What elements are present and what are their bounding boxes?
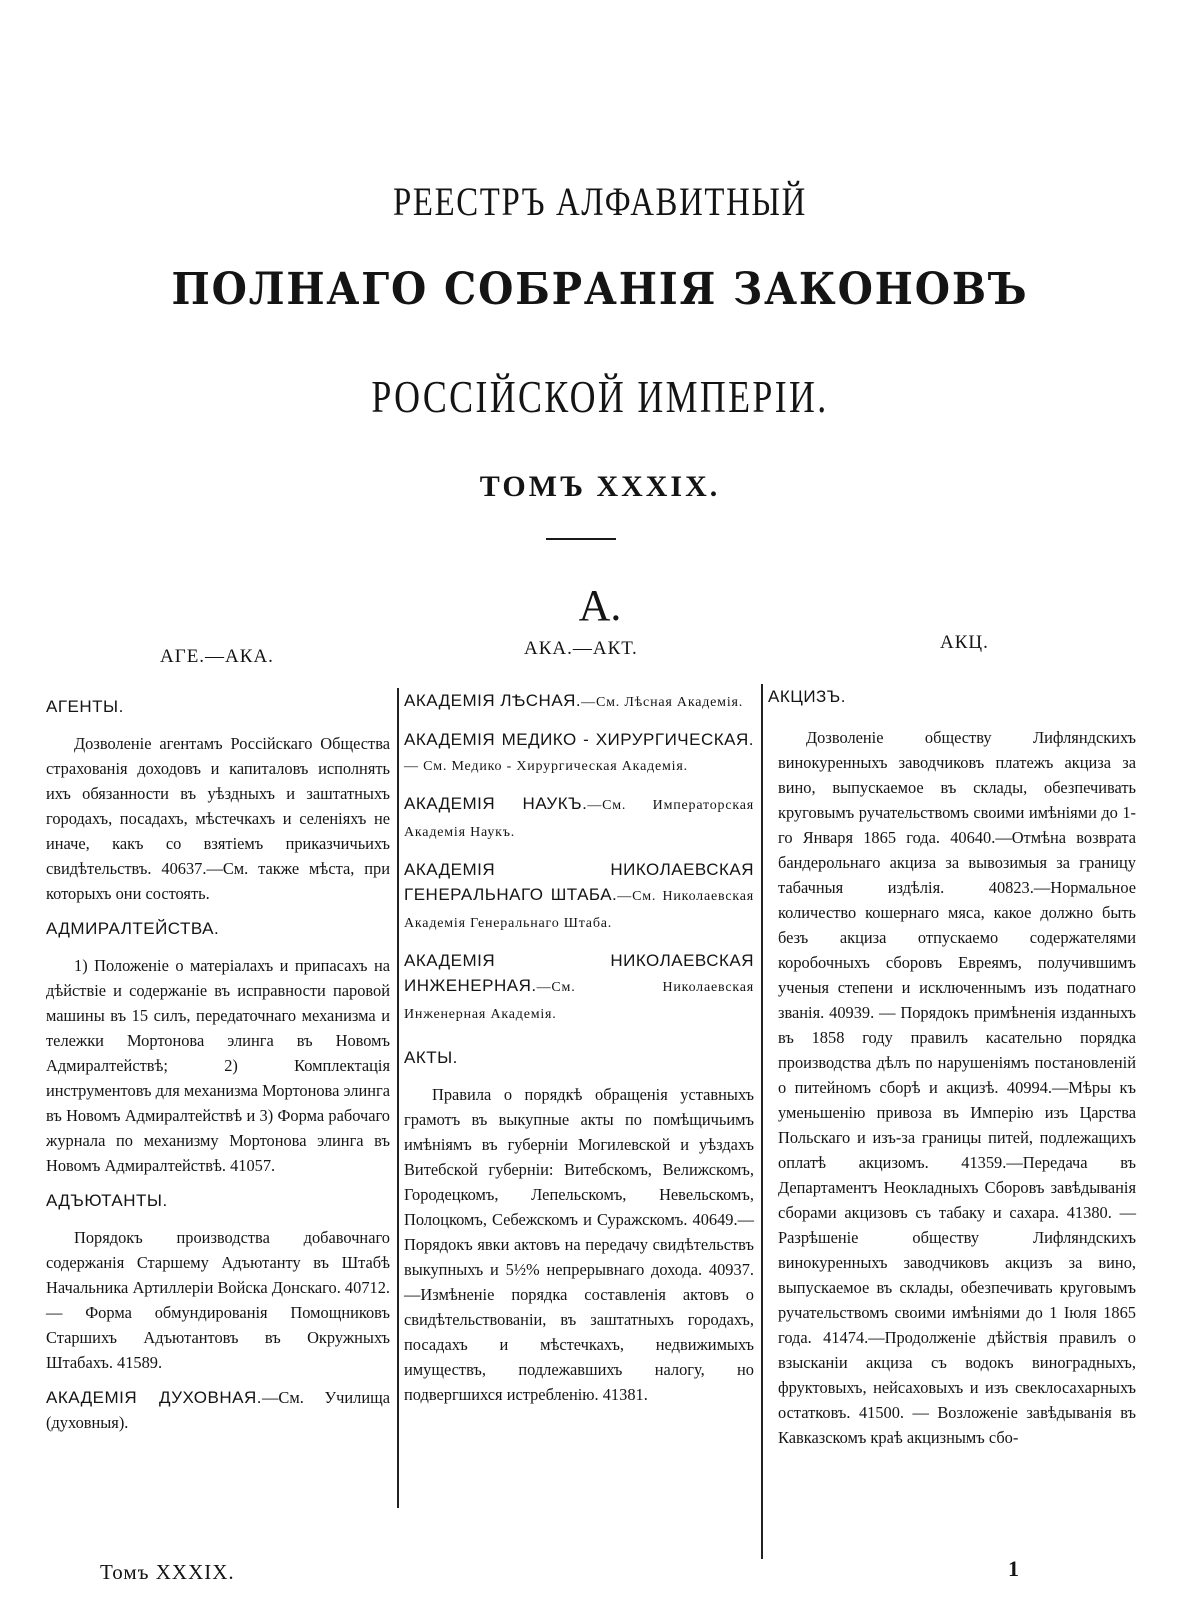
entry-text: Порядокъ производства добавочнаго содержанія Старшему Адъютанту въ Штабѣ Начальника Артиллеріи Войска Донскаго. 40712. — Форма обмундированія Помощниковъ Старшихъ Адъютантовъ въ Окружныхъ Штабахъ. 41589.: [46, 1228, 390, 1372]
column-divider-2: [761, 684, 763, 1559]
column-divider-1: [397, 688, 399, 1508]
entry-text: —См. Императорская Академія Наукъ.: [404, 798, 754, 840]
column-3: [768, 684, 1136, 1450]
title-line-3: РОССІЙСКОЙ ИМПЕРІИ.: [371, 371, 829, 422]
entry-heading: АДМИРАЛТЕЙСТВА.: [46, 919, 220, 938]
volume-signature: Томъ XXXIX.: [100, 1560, 235, 1584]
entry-heading: АКАДЕМІЯ МЕДИКО - ХИРУРГИЧЕСКАЯ.: [404, 730, 754, 749]
entry-text: —См. Лѣсная Академія.: [581, 695, 744, 710]
entry-text: 1) Положеніе о матеріалахъ и припасахъ на дѣйствіе и содержаніе въ исправности паровой машины въ 15 силъ, передаточнаго механизма и тележки Мортонова элинга въ Новомъ Адмиралтействѣ; 2) Комплектація инструментовъ для механизма Мортонова элинга въ Новомъ Адмиралтействѣ и 3) Форма рабочаго журнала по механизму Мортонова элинга въ Новомъ Адмиралтействѣ. 41057.: [46, 956, 390, 1175]
volume-title: ТОМЪ XXXIX.: [479, 470, 721, 503]
column-header-2: АКА.—АКТ.: [524, 638, 638, 659]
column-header-1: АГЕ.—АКА.: [160, 646, 274, 667]
entry-heading: АКАДЕМІЯ ЛѢСНАЯ.: [404, 691, 582, 710]
entry-heading: АДЪЮТАНТЫ.: [46, 1191, 168, 1210]
entry-heading: АКАДЕМІЯ ДУХОВНАЯ.: [46, 1388, 262, 1407]
entry-crossref: [404, 948, 754, 1027]
entry-text: —См. Училища (духовныя).: [46, 1388, 391, 1432]
section-letter: А.: [578, 581, 622, 630]
column-header-3: АКЦ.: [940, 632, 989, 653]
entry-text: Правила о порядкѣ обращенія уставныхъ грамотъ въ выкупные акты по помѣщичьимъ имѣніямъ въ губерніи Могилевской и уѣздахъ Витебской губерніи: Витебскомъ, Велижскомъ, Городецкомъ, Лепельскомъ, Невельскомъ, Полоцкомъ, Себежскомъ и Суражскомъ. 40649.—Порядокъ явки актовъ на передачу свидѣтельствъ выкупныхъ и 5½% непрерывнаго дохода. 40937.—Измѣненіе порядка составленія актовъ о свидѣтельствованіи, въ заштатныхъ городахъ, посадахъ и мѣстечкахъ, недвижимыхъ имуществъ, подлежавшихъ налогу, но подвергшихся истребленію. 41381.: [404, 1085, 754, 1404]
title-line-2: ПОЛНАГО СОБРАНІЯ ЗАКОНОВЪ: [171, 264, 1029, 315]
entry-text: Дозволеніе обществу Лифляндскихъ винокуренныхъ заводчиковъ платежъ акциза за вино, выпускаемое въ склады, обезпечивать круговымъ ручательствомъ своими имѣніями до 1-го Января 1865 года. 40640.—Отмѣна возврата бандерольнаго акциза за вывозимыя за границу табачныя издѣлія. 40823.—Нормальное количество кошернаго мяса, какое должно быть безъ акциза отпускаемо содержателями коробочныхъ сборовъ Евреямъ, получившимъ ученыя степени и исключеннымъ изъ податнаго званія. 40939. — Порядокъ примѣненія изданныхъ въ 1858 году правилъ касательно порядка производства дѣлъ по нарушеніямъ постановленій о питейномъ сборѣ и акцизѣ. 40994.—Мѣры къ уменьшенію привоза въ Имперію изъ Царства Польскаго и изъ-за границы питей, подлежащихъ оплатѣ акцизомъ. 41359.—Передача въ Департаментъ Неокладныхъ Сборовъ завѣдыванія сборами акцизовъ съ табаку и сахара. 41380. — Разрѣшеніе обществу Лифляндскихъ винокуренныхъ заводчиковъ акцизъ за вино, выпускаемое въ склады, обезпечивать круговымъ ручательствомъ своими имѣніями до 1 Іюля 1865 года. 41474.—Продолженіе дѣйствія правилъ о взысканіи акциза съ водокъ виноградныхъ, фруктовыхъ, нейсаховыхъ и изъ свеклосахарныхъ остатковъ. 41500. — Возложеніе завѣдыванія въ Кавказскомъ краѣ акцизнымъ сбо-: [778, 728, 1136, 1447]
entry-heading: АКАДЕМІЯ НИКОЛАЕВСКАЯ ГЕНЕРАЛЬНАГО ШТАБА.: [404, 860, 754, 904]
column-1: [46, 694, 390, 1435]
entry-text: —См. Николаевская Академія Генеральнаго Штаба.: [404, 889, 754, 931]
entry-crossref: [46, 1385, 390, 1435]
entry-heading: АГЕНТЫ.: [46, 697, 124, 716]
entry-text: —См. Николаевская Инженерная Академія.: [404, 980, 754, 1022]
title-line-1: РЕЕСТРЪ АЛФАВИТНЫЙ: [393, 179, 807, 224]
entry-text: Дозволеніе агентамъ Россійскаго Общества страхованія доходовъ и капиталовъ исполнять ихъ обязанности въ уѣздныхъ и заштатныхъ городахъ, посадахъ, мѣстечкахъ и селеніяхъ не иначе, какъ со взятіемъ приказчичьихъ свидѣтельствъ. 40637.—См. также мѣста, при которыхъ они состоять.: [46, 734, 390, 903]
entry-crossref: [404, 857, 754, 936]
title-divider: [546, 538, 616, 540]
entry-heading: АКТЫ.: [404, 1048, 458, 1067]
entry-heading: АКЦИЗЪ.: [768, 687, 846, 706]
entry-crossref: [404, 727, 754, 779]
page-number: 1: [1008, 1556, 1019, 1581]
column-2: [404, 688, 754, 1407]
entry-crossref: [404, 688, 754, 715]
entry-heading: АКАДЕМІЯ НИКОЛАЕВСКАЯ ИНЖЕНЕРНАЯ.: [404, 951, 754, 995]
entry-text: — См. Медико - Хирургическая Академія.: [404, 759, 688, 774]
entry-heading: АКАДЕМІЯ НАУКЪ.: [404, 794, 588, 813]
entry-crossref: [404, 791, 754, 845]
